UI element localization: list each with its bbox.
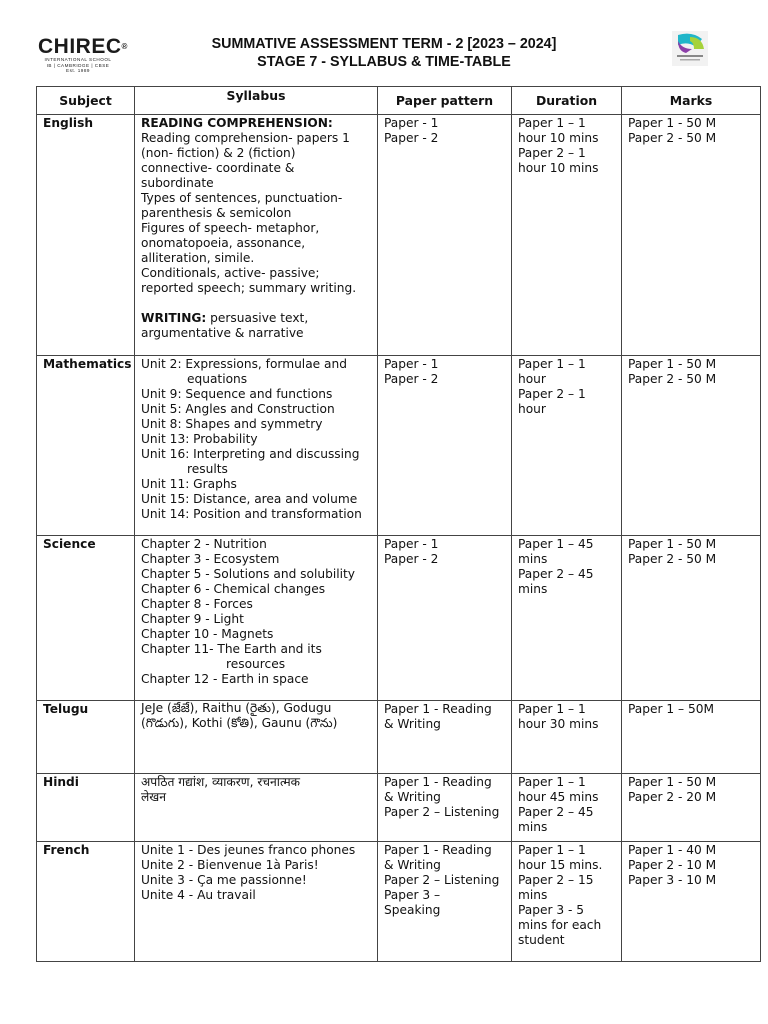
duration-line: Paper 2 – 15 — [518, 873, 594, 887]
duration-line: Paper 2 – 1 — [518, 387, 586, 401]
pattern-line: Paper - 1 — [384, 357, 439, 371]
marks-line: Paper 1 - 50 M — [628, 775, 717, 789]
syllabus-line: Chapter 11- The Earth and its — [141, 642, 322, 656]
syllabus-cell — [135, 115, 378, 356]
marks-line: Paper 3 - 10 M — [628, 873, 717, 887]
syllabus-cell — [135, 536, 378, 701]
syllabus-table — [36, 86, 761, 962]
syllabus-line: Unit 8: Shapes and symmetry — [141, 417, 323, 431]
duration-line: Paper 1 – 45 — [518, 537, 594, 551]
marks-line: Paper 2 - 20 M — [628, 790, 717, 804]
marks-cell — [622, 774, 761, 842]
subject-cell: English — [37, 115, 135, 356]
col-header-paper-pattern: Paper pattern — [378, 87, 512, 115]
table-row-science — [37, 536, 761, 701]
logo-text: CHIREC — [38, 35, 122, 58]
duration-line: mins — [518, 582, 548, 596]
syllabus-cell — [135, 701, 378, 774]
syllabus-cell — [135, 842, 378, 962]
pattern-line: & Writing — [384, 790, 441, 804]
marks-line: Paper 1 - 40 M — [628, 843, 717, 857]
logo-line-1: INTERNATIONAL SCHOOL — [44, 57, 112, 62]
duration-line: mins — [518, 820, 548, 834]
logo-line-2: IB | CAMBRIDGE | CBSE — [46, 62, 110, 68]
pattern-cell — [378, 774, 512, 842]
syllabus-line: Conditionals, active- passive; — [141, 266, 320, 280]
pattern-line: Paper - 2 — [384, 131, 439, 145]
table-header-row — [37, 87, 761, 115]
partner-logo — [672, 31, 708, 66]
writing-line-2: argumentative & narrative — [141, 326, 304, 340]
duration-line: hour 15 mins. — [518, 858, 603, 872]
col-header-duration: Duration — [512, 87, 622, 115]
syllabus-line: Figures of speech- metaphor, — [141, 221, 320, 235]
marks-line: Paper 2 - 50 M — [628, 372, 717, 386]
syllabus-line: Unit 14: Position and transformation — [141, 507, 362, 521]
syllabus-line: Unite 4 - Au travail — [141, 888, 256, 902]
marks-cell — [622, 701, 761, 774]
school-logo — [38, 37, 128, 81]
duration-line: hour 45 mins — [518, 790, 599, 804]
pattern-line: & Writing — [384, 717, 441, 731]
marks-cell — [622, 536, 761, 701]
syllabus-line: Chapter 8 - Forces — [141, 597, 253, 611]
pattern-line: Paper - 2 — [384, 552, 439, 566]
syllabus-line: Unit 2: Expressions, formulae and — [141, 357, 347, 371]
syllabus-line: अपठित गद्यांश, व्याकरण, रचनात्मक — [141, 775, 301, 789]
table-row-hindi — [37, 774, 761, 842]
duration-line: Paper 2 – 45 — [518, 567, 594, 581]
duration-line: hour 30 mins — [518, 717, 599, 731]
syllabus-line: Unit 9: Sequence and functions — [141, 387, 333, 401]
syllabus-line: Chapter 9 - Light — [141, 612, 244, 626]
col-header-marks: Marks — [622, 87, 761, 115]
table-row-english — [37, 115, 761, 356]
syllabus-line: (గొడుగు), Kothi (కోతి), Gaunu (గౌను) — [141, 716, 338, 730]
pattern-line: Speaking — [384, 903, 441, 917]
duration-cell — [512, 701, 622, 774]
pattern-line: Paper 2 – Listening — [384, 873, 500, 887]
syllabus-line: parenthesis & semicolon — [141, 206, 292, 220]
logo-registered-mark: ® — [121, 42, 128, 51]
pattern-cell — [378, 356, 512, 536]
subject-cell: Mathematics — [37, 356, 135, 536]
syllabus-line: Unit 16: Interpreting and discussing — [141, 447, 360, 461]
syllabus-line: Reading comprehension- papers 1 — [141, 131, 350, 145]
pattern-line: & Writing — [384, 858, 441, 872]
table-row-telugu — [37, 701, 761, 774]
duration-line: hour — [518, 402, 546, 416]
writing-label: WRITING: — [141, 311, 207, 325]
syllabus-line: (non- fiction) & 2 (fiction) — [141, 146, 296, 160]
syllabus-line: Unit 15: Distance, area and volume — [141, 492, 358, 506]
marks-cell — [622, 115, 761, 356]
syllabus-line: equations — [187, 372, 248, 386]
subject-cell: French — [37, 842, 135, 962]
subject-cell: Science — [37, 536, 135, 701]
marks-line: Paper 1 - 50 M — [628, 357, 717, 371]
marks-line: Paper 1 - 50 M — [628, 537, 717, 551]
duration-line: Paper 2 – 1 — [518, 146, 586, 160]
marks-line: Paper 1 – 50M — [628, 702, 715, 716]
duration-line: Paper 1 – 1 — [518, 702, 586, 716]
writing-text: persuasive text, — [206, 311, 309, 325]
syllabus-line: लेखन — [141, 790, 166, 804]
duration-cell — [512, 774, 622, 842]
duration-cell — [512, 536, 622, 701]
duration-line: hour — [518, 372, 546, 386]
syllabus-line: Chapter 2 - Nutrition — [141, 537, 267, 551]
col-header-subject: Subject — [37, 87, 135, 115]
col-header-syllabus: Syllabus — [135, 87, 378, 115]
document-subtitle: STAGE 7 - SYLLABUS & TIME-TABLE — [257, 54, 511, 70]
syllabus-line: Unit 11: Graphs — [141, 477, 237, 491]
syllabus-line: reported speech; summary writing. — [141, 281, 357, 295]
syllabus-cell — [135, 356, 378, 536]
syllabus-line: Types of sentences, punctuation- — [141, 191, 343, 205]
duration-cell — [512, 115, 622, 356]
pattern-line: Paper - 1 — [384, 116, 439, 130]
pattern-line: Paper 1 - Reading — [384, 702, 492, 716]
marks-line: Paper 2 - 10 M — [628, 858, 717, 872]
marks-line: Paper 2 - 50 M — [628, 131, 717, 145]
pattern-cell — [378, 701, 512, 774]
pattern-line: Paper 1 - Reading — [384, 775, 492, 789]
duration-cell — [512, 842, 622, 962]
partner-logo-icon — [672, 31, 708, 66]
duration-line: Paper 1 – 1 — [518, 843, 586, 857]
syllabus-line: Unite 2 - Bienvenue 1à Paris! — [141, 858, 319, 872]
syllabus-line: Unit 5: Angles and Construction — [141, 402, 335, 416]
marks-cell — [622, 842, 761, 962]
syllabus-line: connective- coordinate & — [141, 161, 295, 175]
pattern-line: Paper 2 – Listening — [384, 805, 500, 819]
syllabus-cell — [135, 774, 378, 842]
duration-line: Paper 1 – 1 — [518, 116, 586, 130]
reading-heading: READING COMPREHENSION: — [141, 116, 333, 130]
syllabus-line: resources — [226, 657, 286, 671]
syllabus-line: subordinate — [141, 176, 214, 190]
syllabus-line: alliteration, simile. — [141, 251, 255, 265]
duration-line: Paper 2 – 45 — [518, 805, 594, 819]
marks-line: Paper 2 - 50 M — [628, 552, 717, 566]
duration-line: mins — [518, 888, 548, 902]
duration-line: Paper 1 – 1 — [518, 357, 586, 371]
pattern-cell — [378, 536, 512, 701]
syllabus-line: Chapter 6 - Chemical changes — [141, 582, 326, 596]
marks-line: Paper 1 - 50 M — [628, 116, 717, 130]
duration-line: student — [518, 933, 565, 947]
pattern-line: Paper - 1 — [384, 537, 439, 551]
pattern-cell — [378, 115, 512, 356]
syllabus-line: results — [187, 462, 228, 476]
syllabus-line: Chapter 3 - Ecosystem — [141, 552, 280, 566]
duration-line: mins — [518, 552, 548, 566]
table-row-french — [37, 842, 761, 962]
syllabus-line: JeJe (జేజే), Raithu (రైతు), Godugu — [141, 701, 332, 715]
duration-line: Paper 1 – 1 — [518, 775, 586, 789]
duration-line: hour 10 mins — [518, 161, 599, 175]
marks-cell — [622, 356, 761, 536]
syllabus-line: onomatopoeia, assonance, — [141, 236, 306, 250]
subject-cell: Telugu — [37, 701, 135, 774]
table-row-mathematics — [37, 356, 761, 536]
syllabus-line: Chapter 12 - Earth in space — [141, 672, 309, 686]
document-title: SUMMATIVE ASSESSMENT TERM - 2 [2023 – 2024] — [211, 36, 557, 52]
writing-line — [141, 311, 371, 326]
logo-line-3: Est. 1989 — [66, 68, 90, 73]
duration-line: Paper 3 - 5 — [518, 903, 585, 917]
pattern-line: Paper 1 - Reading — [384, 843, 492, 857]
syllabus-line: Unit 13: Probability — [141, 432, 258, 446]
duration-line: hour 10 mins — [518, 131, 599, 145]
pattern-cell — [378, 842, 512, 962]
pattern-line: Paper 3 – — [384, 888, 441, 902]
subject-cell: Hindi — [37, 774, 135, 842]
syllabus-line: Chapter 10 - Magnets — [141, 627, 274, 641]
duration-cell — [512, 356, 622, 536]
syllabus-line: Unite 1 - Des jeunes franco phones — [141, 843, 356, 857]
duration-line: mins for each — [518, 918, 602, 932]
pattern-line: Paper - 2 — [384, 372, 439, 386]
syllabus-line: Chapter 5 - Solutions and solubility — [141, 567, 355, 581]
syllabus-line: Unite 3 - Ça me passionne! — [141, 873, 307, 887]
